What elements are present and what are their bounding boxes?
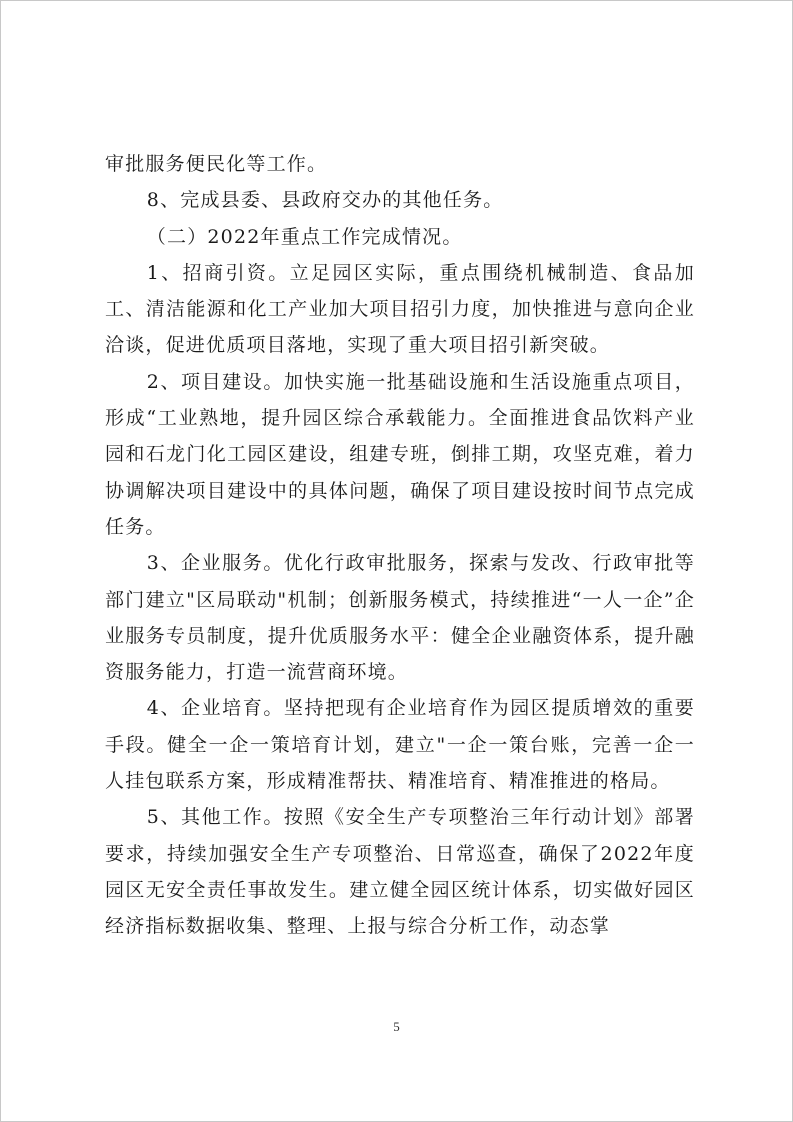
document-body [105, 146, 695, 945]
paragraph-enterprise-service: 3、企业服务。优化行政审批服务，探索与发改、行政审批等部门建立"区局联动"机制；创新服务模式，持续推进“一人一企”企业服务专员制度，提升优质服务水平：健全企业融资体系，提升融资服务能力，打造一流营商环境。 [105, 552, 695, 684]
paragraph-enterprise-cultivation: 4、企业培育。坚持把现有企业培育作为园区提质增效的重要手段。健全一企一策培育计划，建立"一企一策台账，完善一企一人挂包联系方案，形成精准帮扶、精准培育、精准推进的格局。 [105, 697, 695, 793]
paragraph-other-work: 5、其他工作。按照《安全生产专项整治三年行动计划》部署要求，持续加强安全生产专项整治、日常巡查，确保了2022年度园区无安全责任事故发生。建立健全园区统计体系，切实做好园区经济指标数据收集、整理、上报与综合分析工作，动态掌 [105, 806, 695, 938]
paragraph-investment: 1、招商引资。立足园区实际，重点围绕机械制造、食品加工、清洁能源和化工产业加大项目招引力度，加快推进与意向企业洽谈，促进优质项目落地，实现了重大项目招引新突破。 [105, 261, 695, 357]
paragraph-project-construction: 2、项目建设。加快实施一批基础设施和生活设施重点项目，形成“工业熟地，提升园区综合承载能力。全面推进食品饮料产业园和石龙门化工园区建设，组建专班，倒排工期，攻坚克难，着力协调解决项目建设中的具体问题，确保了项目建设按时间节点完成任务。 [105, 370, 695, 538]
paragraph-continuation: 审批服务便民化等工作。 [105, 153, 328, 175]
page-number: 5 [393, 1019, 400, 1034]
section-heading-2022-work: （二）2022年重点工作完成情况。 [146, 225, 463, 248]
paragraph-item-8: 8、完成县委、县政府交办的其他任务。 [146, 189, 504, 212]
